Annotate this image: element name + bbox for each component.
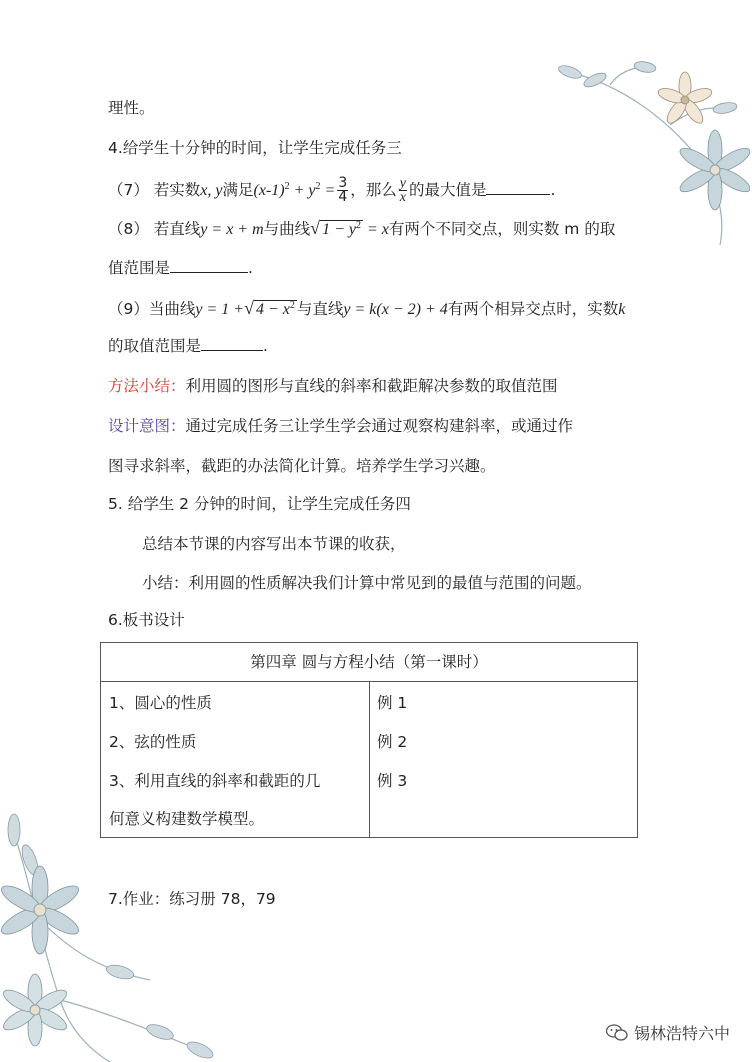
board-title: 第四章 圆与方程小结（第一课时） xyxy=(101,643,637,682)
question-9-line-2: 的取值范围是 . xyxy=(108,337,268,355)
paragraph-task-four: 5. 给学生 2 分钟的时间，让学生完成任务四 xyxy=(108,495,411,513)
fraction-three-quarters: $\frac{3}{4}$ xyxy=(338,175,348,205)
summary-line-2: 小结：利用圆的性质解决我们计算中常见到的最值与范围的问题。 xyxy=(142,574,592,592)
floral-decoration-bottom-left xyxy=(0,800,240,1062)
paragraph-rationality: 理性。 xyxy=(108,99,155,117)
board-design-table xyxy=(100,642,638,838)
paragraph-task-three: 4.给学生十分钟的时间，让学生完成任务三 xyxy=(108,139,402,157)
design-intent-line-2: 图寻求斜率，截距的办法简化计算。培养学生学习兴趣。 xyxy=(108,457,496,475)
question-8: （8） 若直线y = x + m与曲线√ $1 - y^2 = x$有两个不同交点，则实数 m 的取 xyxy=(108,218,616,238)
answer-blank-8[interactable] xyxy=(170,258,248,273)
board-left-item: 何意义构建数学模型。 xyxy=(109,810,265,828)
question-8-line-2: 值范围是 . xyxy=(108,259,253,277)
answer-blank-9[interactable] xyxy=(201,336,263,351)
question-9: （9）当曲线y = 1 +√ $4 - x^2$ 与直线y = k(x − 2) + 4有两个相异交点时，实数k xyxy=(108,298,626,318)
watermark-text: 锡林浩特六中 xyxy=(633,1024,730,1043)
wechat-icon xyxy=(606,1024,628,1042)
board-left-item: 3、利用直线的斜率和截距的几 xyxy=(109,772,321,790)
board-right-item: 例 1 xyxy=(377,694,408,712)
summary-line-1: 总结本节课的内容写出本节课的收获， xyxy=(142,535,406,553)
method-summary: 方法小结：利用圆的图形与直线的斜率和截距解决参数的取值范围 xyxy=(108,377,558,395)
fraction-y-over-x: $\frac{y}{x}$ xyxy=(399,176,406,205)
board-left-item: 1、圆心的性质 xyxy=(109,694,212,712)
board-design-heading: 6.板书设计 xyxy=(108,611,185,629)
design-intent-label: 设计意图： xyxy=(108,417,186,435)
design-intent: 设计意图：通过完成任务三让学生学会通过观察构建斜率，或通过作 xyxy=(108,417,574,435)
answer-blank-7[interactable] xyxy=(486,180,550,195)
method-summary-label: 方法小结： xyxy=(108,377,186,395)
board-left-item: 2、弦的性质 xyxy=(109,733,197,751)
wechat-watermark xyxy=(606,1021,730,1044)
board-right-item: 例 3 xyxy=(377,772,408,790)
question-7: （7） 若实数x, y满足$(x-1)^2 + y^2$ = $\frac{3}{4}$ ，那么 $\frac{y}{x}$ 的最大值是 . xyxy=(108,175,556,205)
homework-line: 7.作业：练习册 78，79 xyxy=(108,890,276,908)
board-right-item: 例 2 xyxy=(377,733,408,751)
